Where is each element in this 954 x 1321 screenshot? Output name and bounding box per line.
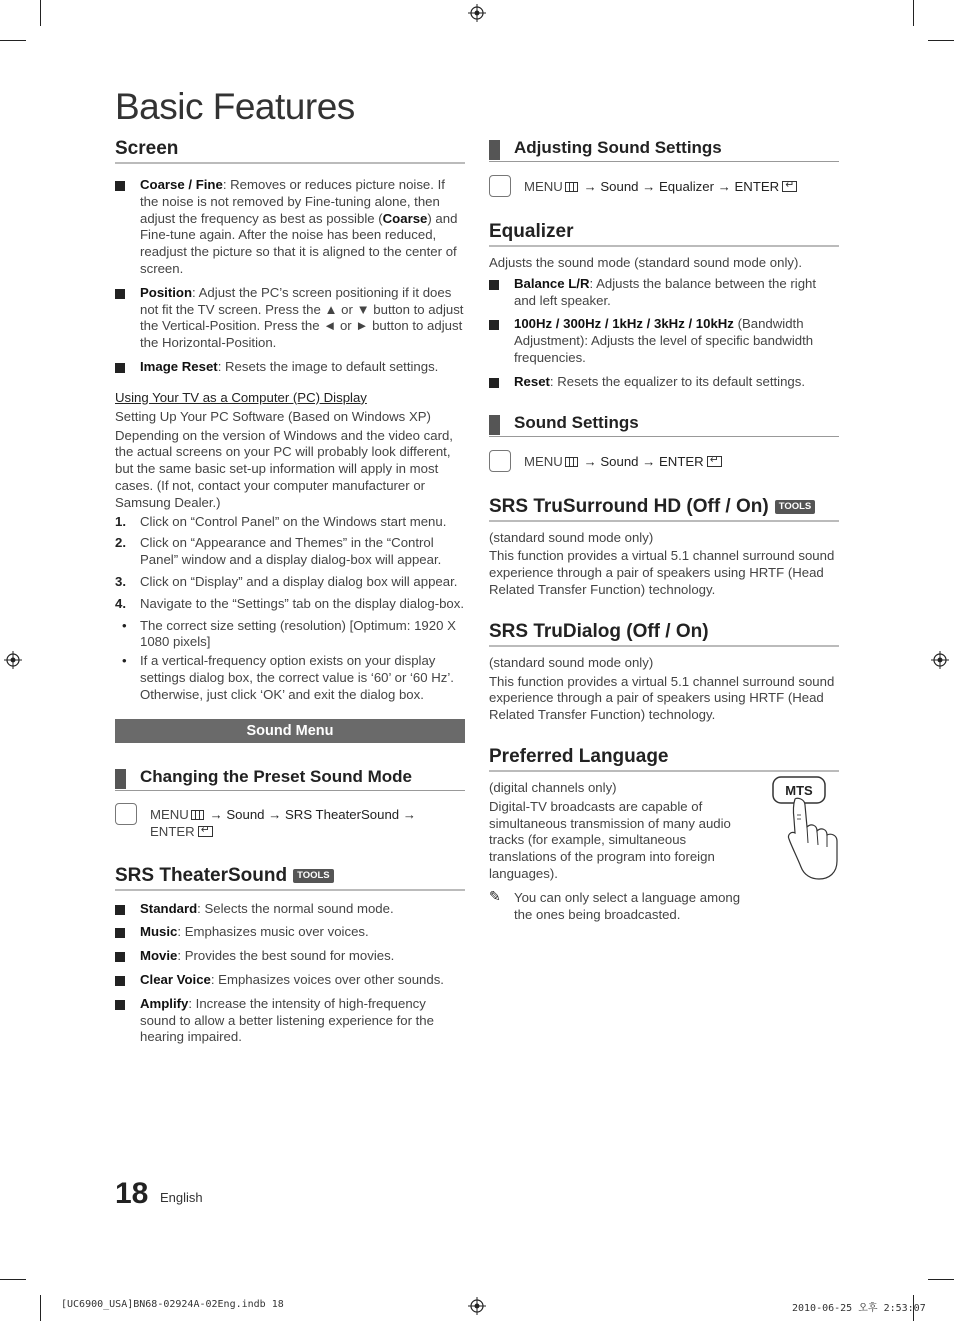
list-item (115, 924, 465, 941)
item-term: Music (140, 924, 178, 940)
menu-path-text: → Sound → Equalizer → ENTER (579, 179, 780, 194)
tools-badge: TOOLS (293, 869, 334, 883)
item-text: : Emphasizes voices over other sounds. (210, 971, 444, 987)
menu-label: MENU (524, 179, 563, 194)
dot-bullet-icon: • (122, 653, 127, 669)
trudialog-heading: SRS TruDialog (Off / On) (489, 621, 839, 647)
language-note: (digital channels only) (489, 779, 617, 795)
pc-display-subtitle: Setting Up Your PC Software (Based on Windows XP) (115, 408, 431, 424)
registration-mark-icon (931, 651, 949, 669)
item-text: : Selects the normal sound mode. (197, 900, 394, 916)
list-item (489, 316, 839, 366)
item-term: Standard (140, 900, 198, 916)
item-text: : Resets the equalizer to its default settings. (549, 373, 806, 389)
equalizer-intro: Adjusts the sound mode (standard sound mode only). (489, 255, 803, 270)
menu-path (115, 806, 465, 840)
enter-icon (707, 456, 722, 467)
square-bullet-icon (115, 928, 125, 938)
note-text: The correct size setting (resolution) [Optimum: 1920 X 1080 pixels] (140, 617, 456, 650)
step-number: 2. (115, 535, 126, 551)
list-item (115, 514, 465, 531)
screen-heading: Screen (115, 138, 465, 164)
item-term: Balance L/R (514, 275, 590, 291)
preferred-language-heading: Preferred Language (489, 746, 839, 772)
list-item (115, 653, 465, 703)
page-language: English (160, 1190, 203, 1205)
left-column (115, 138, 465, 1046)
trudialog-text: This function provides a virtual 5.1 channel surround sound experience through a pair of speakers using HRTF (Head Related Transfer Function) technology. (489, 673, 835, 723)
square-bullet-icon (115, 363, 125, 373)
sound-menu-banner: Sound Menu (115, 719, 465, 743)
step-text: Click on “Appearance and Themes” in the “Control Panel” window and a display dialog-box will appear. (140, 535, 442, 568)
enter-label: ENTER (150, 823, 195, 839)
registration-mark-icon (468, 1297, 486, 1315)
adjusting-sound-heading: Adjusting Sound Settings (489, 138, 839, 162)
item-text: : Adjust the PC’s screen positioning if it does not fit the TV screen. Press the ▲ or ▼ button to adjust the Vertical-Position. Press the ◄ or ► button to adjust the Horizontal-Position. (140, 284, 464, 351)
sound-settings-heading: Sound Settings (489, 413, 839, 437)
square-bullet-icon (115, 976, 125, 986)
item-text: : Resets the image to default settings. (217, 358, 439, 374)
print-timestamp: 2010-06-25 오후 2:53:07 (792, 1303, 926, 1314)
item-text: : Removes or reduces picture noise. If the noise is not removed by Fine-tuning alone, then adjust the frequency as best as possible ( (140, 177, 445, 226)
item-term: Clear Voice (140, 971, 211, 987)
registration-mark-icon (468, 4, 486, 22)
hand-icon (115, 803, 137, 825)
list-item (115, 574, 465, 591)
list-item (115, 596, 465, 613)
list-item (115, 948, 465, 965)
menu-label: MENU (524, 453, 563, 469)
enter-icon (198, 826, 213, 837)
menu-label: MENU (150, 806, 189, 822)
square-bullet-icon (115, 905, 125, 915)
crop-mark (913, 0, 914, 26)
item-term: 100Hz / 300Hz / 1kHz / 3kHz / 10kHz (514, 316, 734, 332)
item-text: : Provides the best sound for movies. (177, 948, 395, 964)
menu-path-text: → Sound → ENTER (579, 453, 704, 469)
item-term: Coarse (382, 210, 428, 226)
item-term: Image Reset (140, 358, 218, 374)
item-text: : Increase the intensity of high-frequency sound to allow a better listening experience for the hearing impaired. (140, 995, 434, 1045)
pencil-note-icon: ✎ (489, 887, 501, 904)
page-number: 18 (115, 1177, 149, 1210)
list-item (115, 972, 465, 989)
language-tip (489, 887, 754, 924)
item-term: Amplify (140, 995, 189, 1011)
list-item (115, 996, 465, 1046)
list-item (115, 285, 465, 352)
crop-mark (0, 1279, 26, 1280)
step-text: Navigate to the “Settings” tab on the display dialog-box. (140, 595, 465, 611)
list-item (489, 276, 839, 310)
heading-text: SRS TruSurround HD (Off / On) (489, 495, 769, 517)
item-term: Reset (514, 373, 550, 389)
square-bullet-icon (489, 378, 499, 388)
hand-icon (489, 450, 511, 472)
crop-mark (928, 40, 954, 41)
item-text: (Bandwidth Adjustment): Adjusts the level of specific bandwidth frequencies. (514, 316, 814, 365)
equalizer-heading: Equalizer (489, 221, 839, 247)
language-section (489, 780, 839, 923)
step-number: 1. (115, 513, 126, 529)
crop-mark (40, 1295, 41, 1321)
list-item (115, 535, 465, 569)
language-text: Digital-TV broadcasts are capable of simultaneous transmission of many audio tracks (for example, simultaneous translations of the program into foreign languages). (489, 798, 731, 881)
square-bullet-icon (115, 181, 125, 191)
tip-text: You can only select a language among the ones being broadcasted. (514, 889, 741, 922)
menu-icon (565, 182, 578, 192)
enter-icon (782, 181, 797, 192)
pc-display-title: Using Your TV as a Computer (PC) Display (115, 389, 367, 405)
srs-theatersound-heading (115, 865, 465, 891)
print-file-info: [UC6900_USA]BN68-02924A-02Eng.indb 18 (61, 1299, 284, 1310)
trusurround-note: (standard sound mode only) (489, 529, 654, 545)
preset-sound-heading: Changing the Preset Sound Mode (115, 767, 465, 791)
heading-text: SRS TheaterSound (115, 864, 288, 886)
square-bullet-icon (115, 952, 125, 962)
trudialog-note: (standard sound mode only) (489, 654, 654, 670)
trusurround-heading (489, 496, 839, 522)
list-item (115, 618, 465, 652)
menu-path (489, 178, 839, 195)
menu-icon (565, 457, 578, 467)
tools-badge: TOOLS (775, 500, 816, 514)
menu-path-text: → Sound → SRS TheaterSound → (205, 806, 416, 822)
crop-mark (928, 1279, 954, 1280)
crop-mark (0, 40, 26, 41)
item-text: : Adjusts the balance between the right and left speaker. (514, 275, 817, 308)
note-text: If a vertical-frequency option exists on your display settings dialog box, the correct value is ‘60’ or ‘60 Hz’. Otherwise, just click ‘OK’ and exit the dialog box. (140, 653, 454, 702)
pc-display-intro: Depending on the version of Windows and the video card, the actual screens on your PC will probably look different, but the same basic set-up information will apply in most cases. (If not, contact your computer manufacturer or Samsung Dealer.) (115, 427, 453, 510)
square-bullet-icon (115, 289, 125, 299)
dot-bullet-icon: • (122, 617, 127, 633)
page-title: Basic Features (115, 86, 355, 127)
hand-icon (489, 175, 511, 197)
trusurround-text: This function provides a virtual 5.1 channel surround sound experience through a pair of speakers using HRTF (Head Related Transfer Function) technology. (489, 548, 835, 597)
list-item (489, 374, 839, 391)
list-item (115, 901, 465, 918)
square-bullet-icon (115, 1000, 125, 1010)
square-bullet-icon (489, 280, 499, 290)
crop-mark (40, 0, 41, 26)
menu-icon (191, 810, 204, 820)
list-item (115, 177, 465, 278)
item-term: Coarse / Fine (140, 177, 223, 192)
square-bullet-icon (489, 320, 499, 330)
menu-path (489, 453, 839, 470)
step-text: Click on “Display” and a display dialog box will appear. (140, 573, 458, 589)
item-term: Position (140, 284, 193, 300)
step-text: Click on “Control Panel” on the Windows start menu. (140, 513, 447, 529)
item-term: Movie (140, 948, 178, 964)
mts-remote-illustration (771, 775, 839, 885)
step-number: 4. (115, 595, 126, 611)
right-column (489, 138, 839, 923)
list-item (115, 359, 465, 376)
item-text: ) and Fine-tune again. After the noise has been reduced, readjust the picture so that it is aligned to the center of screen. (140, 210, 458, 276)
mts-button-label: MTS (785, 782, 813, 798)
item-text: : Emphasizes music over voices. (177, 924, 369, 940)
registration-mark-icon (4, 651, 22, 669)
step-number: 3. (115, 573, 126, 589)
